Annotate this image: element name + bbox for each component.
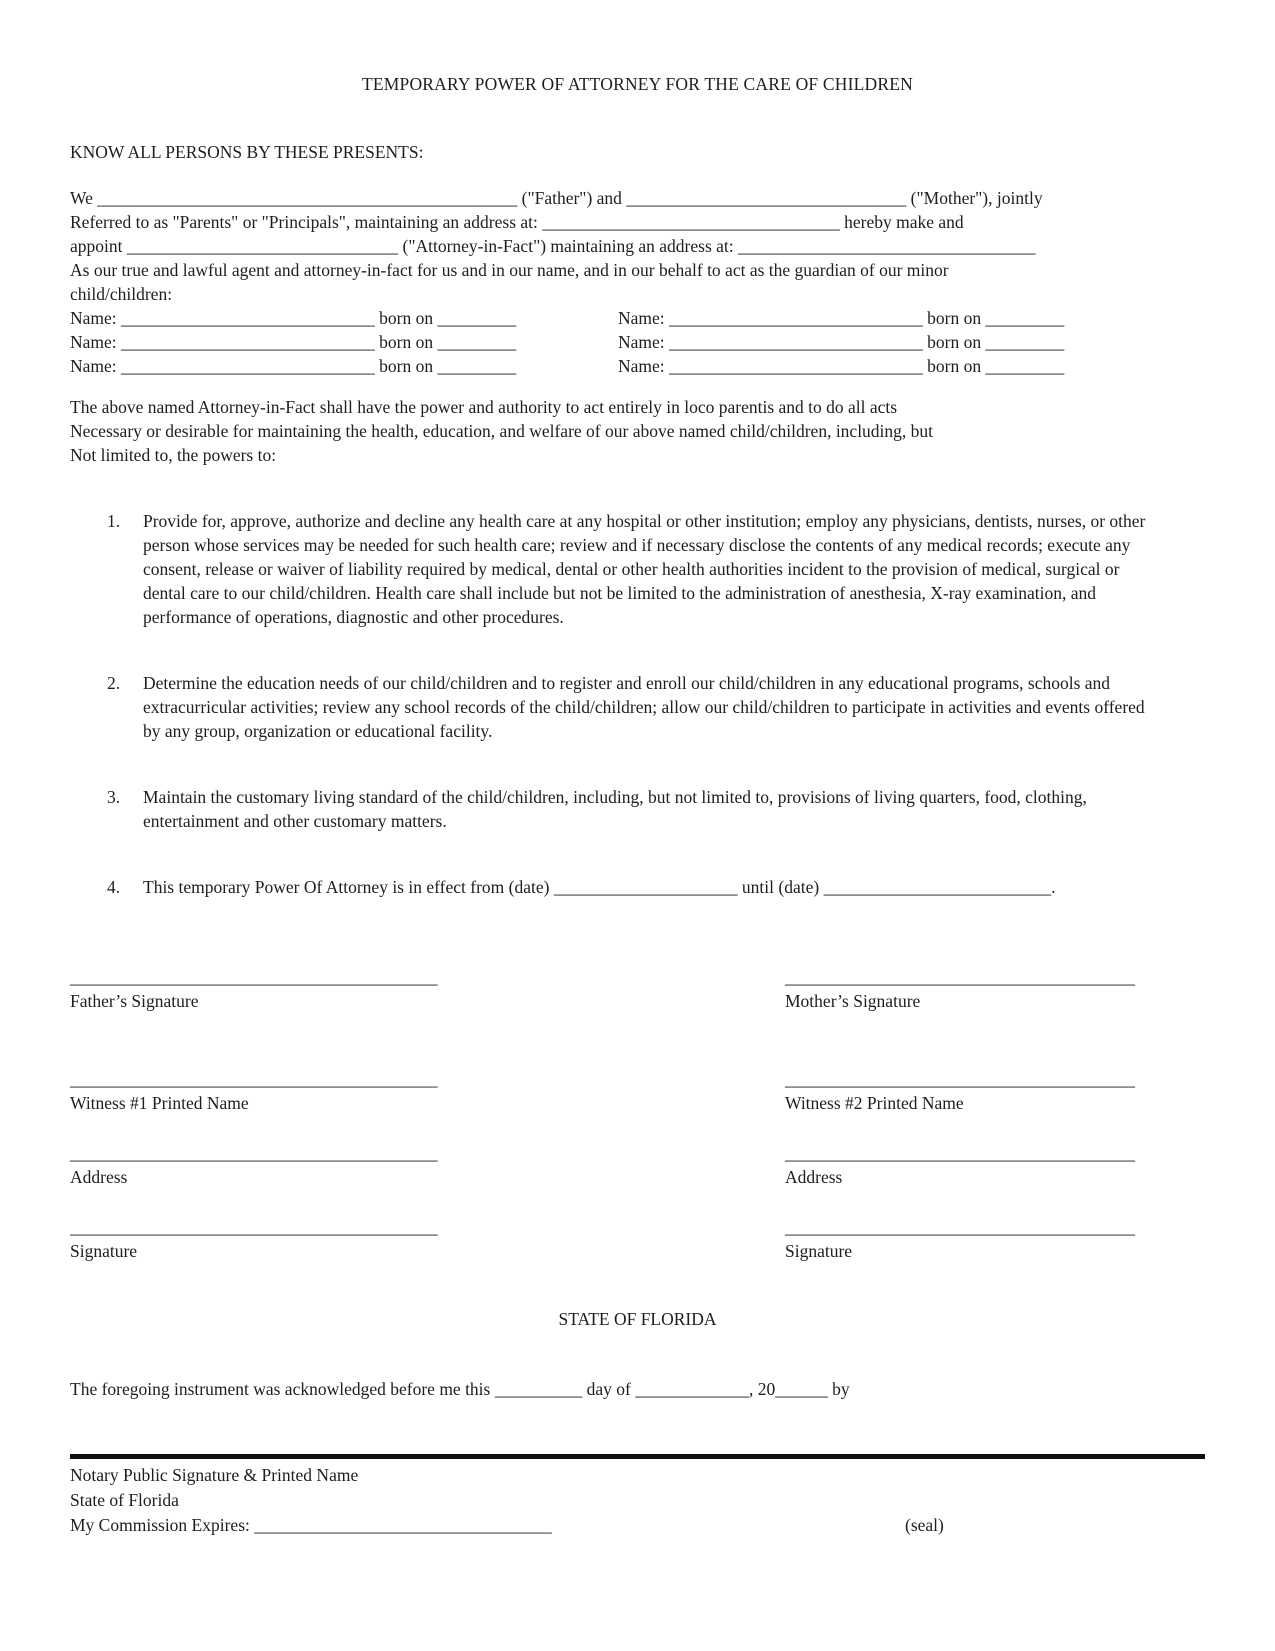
children-name-rows <box>70 306 1205 378</box>
powers-intro-line: Necessary or desirable for maintaining the health, education, and welfare of our above named child/children, including, but <box>70 421 934 441</box>
child-name-field: Name: _____________________________ born on _________ <box>618 356 1065 376</box>
opening-line: appoint _______________________________ ("Attorney-in-Fact") maintaining an address at: __________________________________ <box>70 236 1036 256</box>
child-name-field: Name: _____________________________ born on _________ <box>70 308 517 328</box>
list-item-text: Maintain the customary living standard of the child/children, including, but not limited to, provisions of living quarters, food, clothing, entertainment and other customary matters. <box>143 787 1087 831</box>
witness2-address-block <box>785 1141 1205 1189</box>
acknowledgment-line: The foregoing instrument was acknowledged before me this __________ day of _____________, 20______ by <box>70 1379 850 1399</box>
signature-label: Mother’s Signature <box>785 991 921 1011</box>
child-name-field: Name: _____________________________ born on _________ <box>618 332 1065 352</box>
opening-line: We ________________________________________________ ("Father") and ________________________________ ("Mother"), jointly <box>70 188 1043 208</box>
notary-signature-label: Notary Public Signature & Printed Name <box>70 1465 359 1485</box>
list-item-number: 4. <box>107 877 121 897</box>
list-item-4 <box>70 875 1205 899</box>
signature-blank-line: __________________________________________ <box>70 967 438 987</box>
list-item-text: Provide for, approve, authorize and decline any health care at any hospital or other institution; employ any physicians, dentists, nurses, or other person whose services may be needed for such health care; review and if necessary disclose the contents of any medical records; execute any consent, release or waiver of liability required by medical, dental or other health authorities incident to the provision of medical, surgical or dental care to our child/children. Health care shall include but not be limited to the administration of anesthesia, X-ray examination, and performance of operations, diagnostic and other procedures. <box>143 511 1146 627</box>
signature-blank-line: ________________________________________ <box>785 1069 1135 1089</box>
opening-line: As our true and lawful agent and attorney-in-fact for us and in our name, and in our behalf to act as the guardian of our minor <box>70 260 949 280</box>
list-item-number: 3. <box>107 787 121 807</box>
list-item-text: Determine the education needs of our child/children and to register and enroll our child/children in any educational programs, schools and extracurricular activities; review any school records of the child/children; allow our child/children to participate in activities and events offered by any group, organization or educational facility. <box>143 673 1145 741</box>
commission-expiry-row <box>70 1513 1205 1538</box>
signature-section <box>70 965 1205 1289</box>
powers-intro <box>70 395 1205 467</box>
list-item-1 <box>70 509 1205 629</box>
signature-blank-line: __________________________________________ <box>70 1143 438 1163</box>
father-signature-block <box>70 965 785 1013</box>
signature-label: Witness #2 Printed Name <box>785 1093 964 1113</box>
signature-label: Address <box>70 1167 128 1187</box>
signature-label: Signature <box>785 1241 853 1261</box>
witness1-signature-block <box>70 1215 785 1263</box>
state-heading: STATE OF FLORIDA <box>558 1309 717 1329</box>
signature-column-mother <box>785 965 1205 1289</box>
witness1-address-block <box>70 1141 785 1189</box>
signature-label: Witness #1 Printed Name <box>70 1093 249 1113</box>
powers-intro-line: Not limited to, the powers to: <box>70 445 277 465</box>
signature-blank-line: ________________________________________ <box>785 967 1135 987</box>
signature-column-father <box>70 965 785 1289</box>
signature-label: Father’s Signature <box>70 991 199 1011</box>
child-name-field: Name: _____________________________ born on _________ <box>70 356 517 376</box>
seal-placeholder: (seal) <box>905 1515 944 1535</box>
signature-blank-line: ________________________________________ <box>785 1143 1135 1163</box>
powers-list <box>70 509 1205 899</box>
child-name-field: Name: _____________________________ born on _________ <box>70 332 517 352</box>
list-item-number: 2. <box>107 673 121 693</box>
mother-signature-block <box>785 965 1205 1013</box>
witness2-name-block <box>785 1067 1205 1115</box>
list-item-text: This temporary Power Of Attorney is in effect from (date) _____________________ until (date) __________________________. <box>143 877 1056 897</box>
document-title: TEMPORARY POWER OF ATTORNEY FOR THE CARE OF CHILDREN <box>361 74 913 94</box>
signature-label: Signature <box>70 1241 138 1261</box>
list-item-number: 1. <box>107 511 121 531</box>
opening-line: Referred to as "Parents" or "Principals", maintaining an address at: __________________________________ hereby make and <box>70 212 964 232</box>
witness1-name-block <box>70 1067 785 1115</box>
signature-label: Address <box>785 1167 843 1187</box>
notary-block <box>70 1454 1205 1538</box>
witness2-signature-block <box>785 1215 1205 1263</box>
opening-paragraph <box>70 186 1205 306</box>
list-item-3 <box>70 785 1205 833</box>
powers-intro-line: The above named Attorney-in-Fact shall have the power and authority to act entirely in loco parentis and to do all acts <box>70 397 898 417</box>
notary-divider-rule <box>70 1454 1205 1459</box>
signature-blank-line: __________________________________________ <box>70 1217 438 1237</box>
signature-blank-line: __________________________________________ <box>70 1069 438 1089</box>
child-name-field: Name: _____________________________ born on _________ <box>618 308 1065 328</box>
intro-heading: KNOW ALL PERSONS BY THESE PRESENTS: <box>70 142 424 162</box>
commission-expiry-label: My Commission Expires: __________________________________ <box>70 1515 552 1535</box>
list-item-2 <box>70 671 1205 743</box>
opening-line: child/children: <box>70 284 173 304</box>
signature-blank-line: ________________________________________ <box>785 1217 1135 1237</box>
notary-state-label: State of Florida <box>70 1490 179 1510</box>
